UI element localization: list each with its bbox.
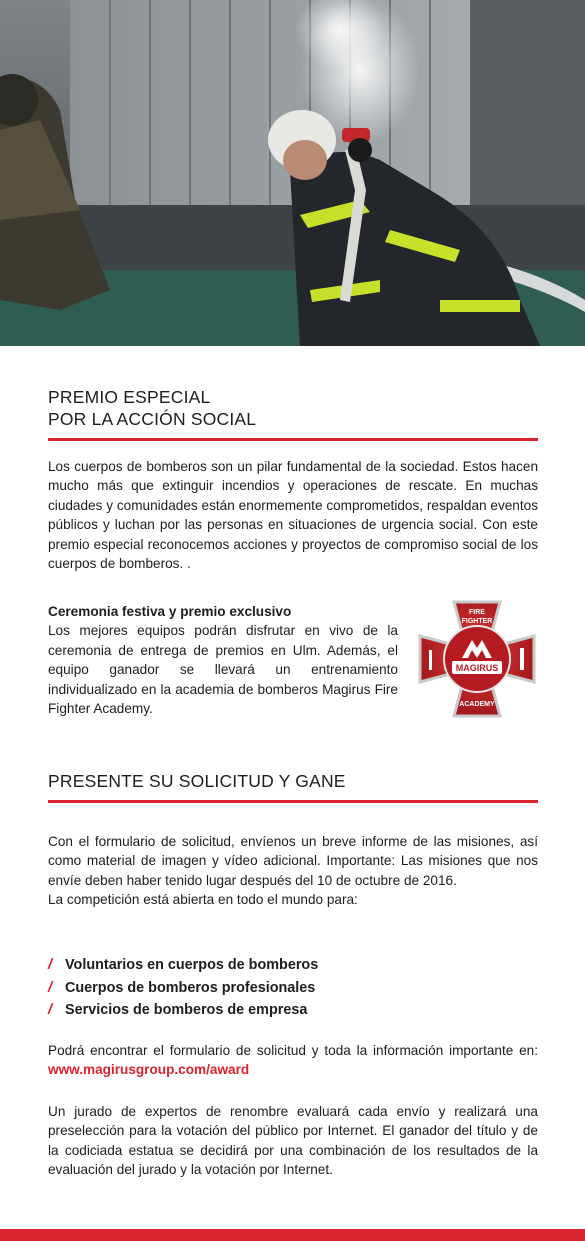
ceremony-title: Ceremonia festiva y premio exclusivo — [48, 604, 292, 619]
ceremony-paragraph: Los mejores equipos podrán disfrutar en vivo de la ceremonia de entrega de premios en Ulm. Además, el equipo ganador se llevará un entrenamiento individualizado en la academia de bomberos Magirus Fire Fighter Academy. — [48, 623, 398, 717]
list-item — [48, 999, 538, 1022]
academy-badge-icon — [416, 598, 538, 720]
open-to-text: La competición está abierta en todo el mundo para: — [48, 892, 358, 908]
apply-intro-paragraph: Con el formulario de solicitud, envíenos un breve informe de las misiones, así como material de imagen y vídeo adicional. Importante: Las misiones que nos envíe deben haber tenido lugar después del 10 de octubre de 2016. — [48, 834, 538, 888]
heading-line-2: POR LA ACCIÓN SOCIAL — [48, 409, 257, 429]
eligibility-list — [48, 954, 538, 1022]
list-item — [48, 977, 538, 1000]
list-item-label: Voluntarios en cuerpos de bomberos — [65, 957, 319, 973]
social-intro-paragraph: Los cuerpos de bomberos son un pilar fundamental de la sociedad. Estos hacen mucho más que extinguir incendios y operaciones de rescate. En muchas ciudades y comunidades están enormemente comprometidos, respaldan eventos públicos y luchan por las personas en situaciones de urgencia social. Con este premio especial reconocemos acciones y proyectos de compromiso social de los cuerpos de bomberos. . — [48, 459, 538, 572]
footer-accent-bar — [0, 1229, 585, 1241]
form-info-text: Podrá encontrar el formulario de solicitud y toda la información importante en: — [48, 1043, 538, 1058]
slash-bullet-icon: / — [48, 1001, 53, 1018]
heading-rule-2 — [48, 800, 538, 803]
heading-rule — [48, 438, 538, 441]
heading-line-1: PREMIO ESPECIAL — [48, 387, 211, 407]
slash-bullet-icon: / — [48, 956, 53, 973]
slash-bullet-icon: / — [48, 978, 53, 996]
emblem-top-text-1: FIRE — [469, 609, 485, 616]
section-heading-social — [48, 386, 538, 430]
ceremony-block — [48, 602, 398, 718]
list-item-label: Cuerpos de bomberos profesionales — [65, 979, 316, 996]
emblem-brand-text: MAGIRUS — [455, 663, 499, 673]
list-item — [48, 954, 538, 977]
section-heading-apply: PRESENTE SU SOLICITUD Y GANE — [48, 771, 346, 791]
award-link[interactable]: www.magirusgroup.com/award — [48, 1062, 250, 1078]
form-info-paragraph — [48, 1041, 538, 1080]
emblem-bottom-text: ACADEMY — [459, 701, 495, 708]
list-item-label: Servicios de bomberos de empresa — [65, 1002, 308, 1018]
apply-intro-block — [48, 832, 538, 910]
firefighter-photo — [0, 0, 585, 346]
hero-photo — [0, 0, 585, 346]
magirus-academy-emblem — [416, 598, 538, 720]
emblem-top-text-2: FIGHTER — [461, 618, 493, 625]
jury-paragraph: Un jurado de expertos de renombre evaluará cada envío y realizará una preselección para la votación del público por Internet. El ganador del título y de la codiciada estatua se decidirá por una combinación de los resultados de la evaluación del jurado y la votación por Internet. — [48, 1104, 538, 1178]
